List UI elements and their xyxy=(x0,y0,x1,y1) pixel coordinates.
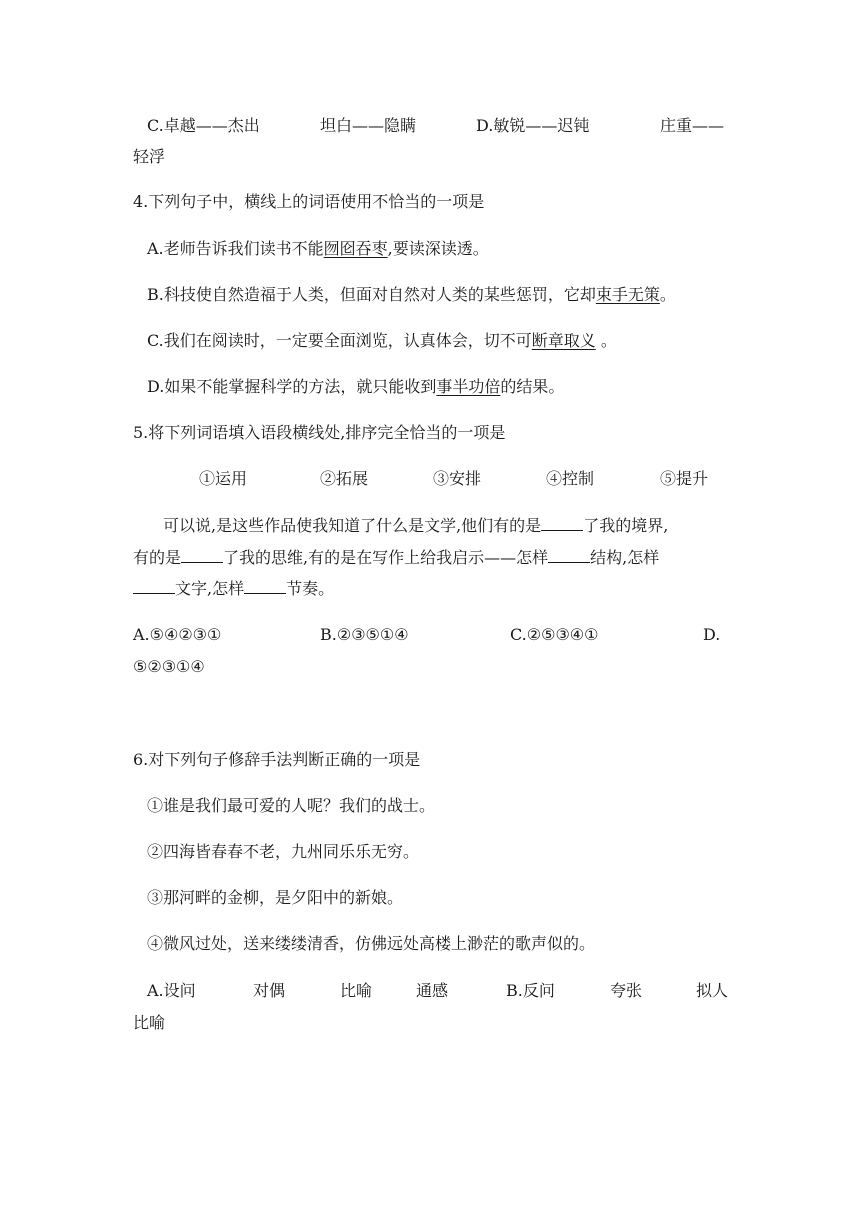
q4-option-b xyxy=(147,284,676,306)
q5-word-1: ①运用 xyxy=(199,469,248,488)
q4-b-term: 束手无策 xyxy=(595,285,660,304)
q6-option-b-label: B.反问 xyxy=(506,981,555,1000)
q4-c-pre: C.我们在阅读时，一定要全面浏览，认真体会，切不可 xyxy=(147,331,532,350)
q6-option-a-label: A.设问 xyxy=(147,981,196,1000)
q4-option-a xyxy=(147,238,489,260)
q5-blank-4 xyxy=(133,577,175,594)
q6-option-b-term3: 拟人 xyxy=(696,981,729,1000)
q5-p3-b: 节奏。 xyxy=(286,579,335,598)
q6-sentence-2: ②四海皆春春不老，九州同乐乐无穷。 xyxy=(147,842,420,861)
q5-word-2: ②拓展 xyxy=(320,469,369,488)
q3-option-c: C.卓越——杰出 xyxy=(147,116,260,135)
q5-word-3: ③安排 xyxy=(433,469,482,488)
q5-passage-line-2 xyxy=(133,546,659,569)
q5-option-b: B.②③⑤①④ xyxy=(320,625,409,644)
q4-d-pre: D.如果不能掌握科学的方法，就只能收到 xyxy=(147,377,437,396)
q6-option-a-term3: 比喻 xyxy=(340,981,373,1000)
q5-p1-a: 可以说,是这些作品使我知道了什么是文学,他们有的是 xyxy=(163,516,542,535)
q5-p1-b: 了我的境界, xyxy=(583,516,669,535)
q5-option-d: D. xyxy=(703,625,721,644)
q5-option-d-tail: ⑤②③①④ xyxy=(133,657,205,676)
q4-d-post: 的结果。 xyxy=(500,377,565,396)
q4-stem: 4.下列句子中，横线上的词语使用不恰当的一项是 xyxy=(133,192,485,211)
q5-word-5: ⑤提升 xyxy=(660,469,709,488)
q4-c-term: 断章取义 xyxy=(531,331,596,350)
q4-c-post: 。 xyxy=(595,331,617,350)
q4-a-pre: A.老师告诉我们读书不能 xyxy=(147,239,324,258)
q6-sentence-4: ④微风过处，送来缕缕清香，仿佛远处高楼上渺茫的歌声似的。 xyxy=(147,934,596,953)
q5-p2-a: 有的是 xyxy=(133,548,182,567)
q4-b-post: 。 xyxy=(659,285,676,304)
q6-stem: 6.对下列句子修辞手法判断正确的一项是 xyxy=(133,750,421,769)
q4-b-pre: B.科技使自然造福于人类，但面对自然对人类的某些惩罚，它却 xyxy=(147,285,596,304)
q5-passage-line-1 xyxy=(163,514,668,537)
q3-option-d: D.敏锐——迟钝 xyxy=(476,116,590,135)
q6-sentence-1: ①谁是我们最可爱的人呢？我们的战士。 xyxy=(147,796,436,815)
q6-option-b-term4: 比喻 xyxy=(133,1013,166,1032)
q5-p2-b: 了我的思维,有的是在写作上给我启示——怎样 xyxy=(223,548,549,567)
q5-p3-a: 文字,怎样 xyxy=(175,579,245,598)
q5-p2-c: 结构,怎样 xyxy=(590,548,660,567)
q3-option-d-pair2: 庄重—— xyxy=(660,116,725,135)
q5-blank-2 xyxy=(181,546,223,563)
q4-option-c xyxy=(147,330,617,352)
q5-passage-line-3 xyxy=(133,577,334,600)
q4-a-post: ,要读深读透。 xyxy=(387,239,489,258)
q6-sentence-3: ③那河畔的金柳，是夕阳中的新娘。 xyxy=(147,888,404,907)
q6-option-a-term4: 通感 xyxy=(416,981,449,1000)
q5-option-c: C.②⑤③④① xyxy=(510,625,599,644)
q5-word-4: ④控制 xyxy=(546,469,595,488)
q4-a-term: 囫囵吞枣 xyxy=(323,239,388,258)
q6-option-b-term2: 夸张 xyxy=(610,981,643,1000)
q5-blank-5 xyxy=(244,577,286,594)
q5-option-a: A.⑤④②③① xyxy=(133,625,222,644)
q4-option-d xyxy=(147,376,564,398)
q3-option-d-pair2-end: 轻浮 xyxy=(133,147,166,166)
q5-stem: 5.将下列词语填入语段横线处,排序完全恰当的一项是 xyxy=(133,423,506,442)
q5-blank-3 xyxy=(548,546,590,563)
q6-option-a-term2: 对偶 xyxy=(253,981,286,1000)
q4-d-term: 事半功倍 xyxy=(436,377,501,396)
q5-blank-1 xyxy=(541,514,583,531)
q3-option-c-pair2: 坦白——隐瞒 xyxy=(320,116,417,135)
